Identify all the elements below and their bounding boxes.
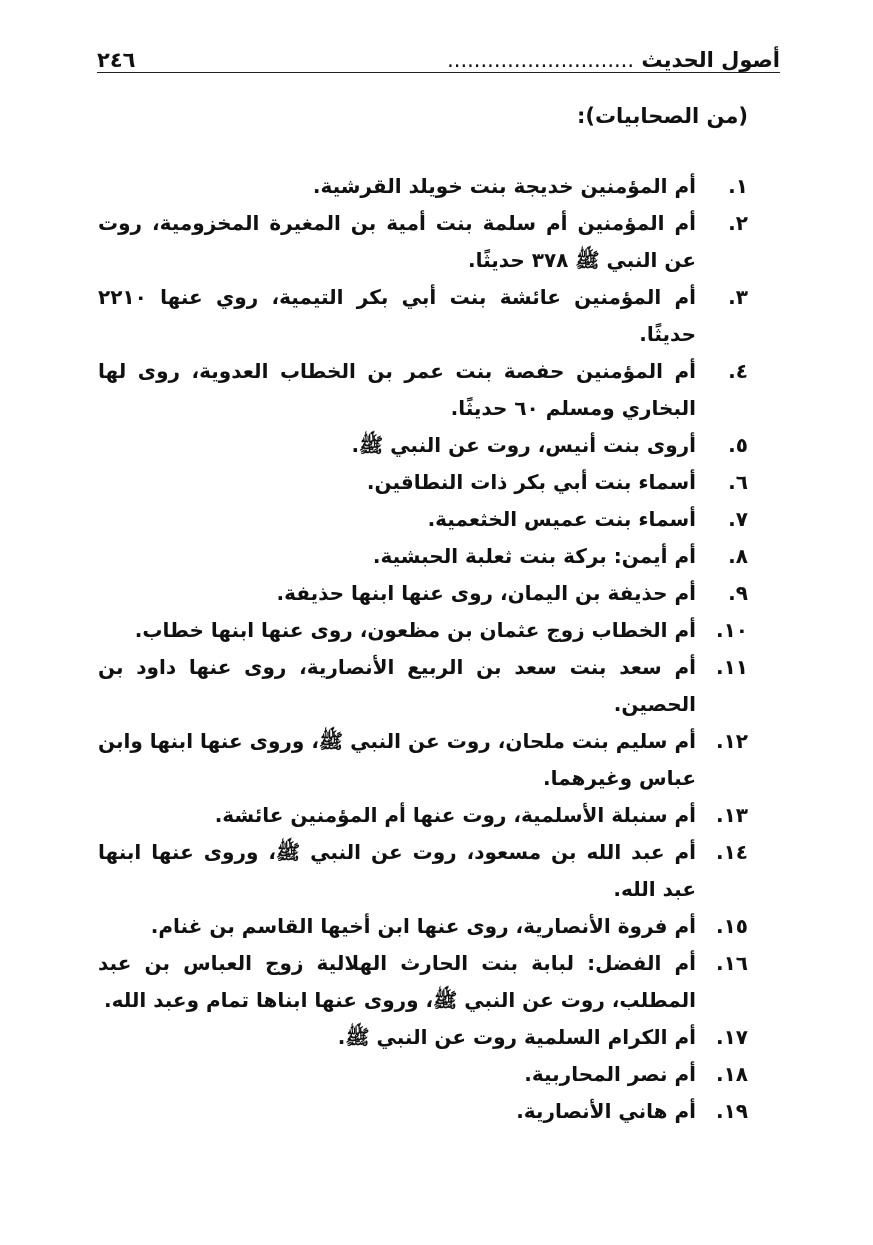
item-number: ٤.: [728, 359, 748, 383]
item-number: ٣.: [728, 285, 748, 309]
item-number: ١٠.: [715, 618, 748, 642]
list-item: [98, 427, 748, 464]
item-number: ١٧.: [715, 1025, 748, 1049]
item-number: ١٩.: [715, 1099, 748, 1123]
item-text: أم الفضل: لبابة بنت الحارث الهلالية زوج العباس بن عبد المطلب، روت عن النبي ﷺ، وروى عنها ابناها تمام وعبد الله.: [98, 951, 696, 1012]
item-text: أروى بنت أنيس، روت عن النبي ﷺ.: [351, 433, 696, 457]
list-item: [98, 723, 748, 797]
item-text: أم المؤمنين خديجة بنت خويلد القرشية.: [312, 174, 696, 198]
header-dot-leader: ............................: [447, 48, 635, 72]
list-item: [98, 501, 748, 538]
list-item: [98, 205, 748, 279]
item-number: ١٣.: [715, 803, 748, 827]
numbered-list: [98, 168, 748, 1130]
list-item: [98, 908, 748, 945]
item-text: أم الخطاب زوج عثمان بن مظعون، روى عنها ابنها خطاب.: [134, 618, 696, 642]
list-item: [98, 797, 748, 834]
list-item: [98, 834, 748, 908]
book-title: أصول الحديث: [641, 48, 780, 72]
item-number: ١٢.: [715, 729, 748, 753]
item-text: أم أيمن: بركة بنت ثعلبة الحبشية.: [372, 544, 696, 568]
section-title: (من الصحابيات):: [576, 104, 748, 128]
list-item: [98, 612, 748, 649]
item-text: أم سنبلة الأسلمية، روت عنها أم المؤمنين عائشة.: [214, 803, 696, 827]
list-item: [98, 464, 748, 501]
list-item: [98, 353, 748, 427]
item-number: ١٦.: [715, 951, 748, 975]
item-text: أم المؤمنين عائشة بنت أبي بكر التيمية، روي عنها ٢٢١٠ حديثًا.: [98, 285, 696, 346]
list-item: [98, 1056, 748, 1093]
item-text: أم الكرام السلمية روت عن النبي ﷺ.: [337, 1025, 696, 1049]
item-text: أم نصر المحاربية.: [524, 1062, 696, 1086]
list-item: [98, 649, 748, 723]
item-text: أم عبد الله بن مسعود، روت عن النبي ﷺ، وروى عنها ابنها عبد الله.: [98, 840, 696, 901]
item-text: أم سعد بنت سعد بن الربيع الأنصارية، روى عنها داود بن الحصين.: [98, 655, 696, 716]
item-number: ٨.: [728, 544, 748, 568]
list-item: [98, 575, 748, 612]
item-text: أم المؤمنين حفصة بنت عمر بن الخطاب العدوية، روى لها البخاري ومسلم ٦٠ حديثًا.: [98, 359, 696, 420]
item-number: ١١.: [715, 655, 748, 679]
list-item: [98, 1093, 748, 1130]
header-title-group: [447, 48, 780, 72]
item-text: أسماء بنت أبي بكر ذات النطاقين.: [366, 470, 696, 494]
item-text: أم سليم بنت ملحان، روت عن النبي ﷺ، وروى عنها ابنها وابن عباس وغيرهما.: [98, 729, 696, 790]
item-number: ٩.: [728, 581, 748, 605]
item-number: ١.: [728, 174, 748, 198]
item-number: ١٨.: [715, 1062, 748, 1086]
item-text: أم حذيفة بن اليمان، روى عنها ابنها حذيفة.: [276, 581, 696, 605]
item-number: ٦.: [728, 470, 748, 494]
page-number: ٢٤٦: [97, 48, 136, 72]
item-text: أم المؤمنين أم سلمة بنت أمية بن المغيرة المخزومية، روت عن النبي ﷺ ٣٧٨ حديثًا.: [98, 211, 696, 272]
list-item: [98, 538, 748, 575]
list-item: [98, 168, 748, 205]
item-text: أم هاني الأنصارية.: [516, 1099, 696, 1123]
item-number: ١٤.: [715, 840, 748, 864]
running-header: [97, 38, 780, 73]
list-item: [98, 279, 748, 353]
item-number: ٥.: [728, 433, 748, 457]
item-text: أم فروة الأنصارية، روى عنها ابن أخيها القاسم بن غنام.: [150, 914, 696, 938]
item-number: ٧.: [728, 507, 748, 531]
item-number: ٢.: [728, 211, 748, 235]
list-item: [98, 1019, 748, 1056]
list-item: [98, 945, 748, 1019]
item-number: ١٥.: [715, 914, 748, 938]
item-text: أسماء بنت عميس الخثعمية.: [427, 507, 696, 531]
